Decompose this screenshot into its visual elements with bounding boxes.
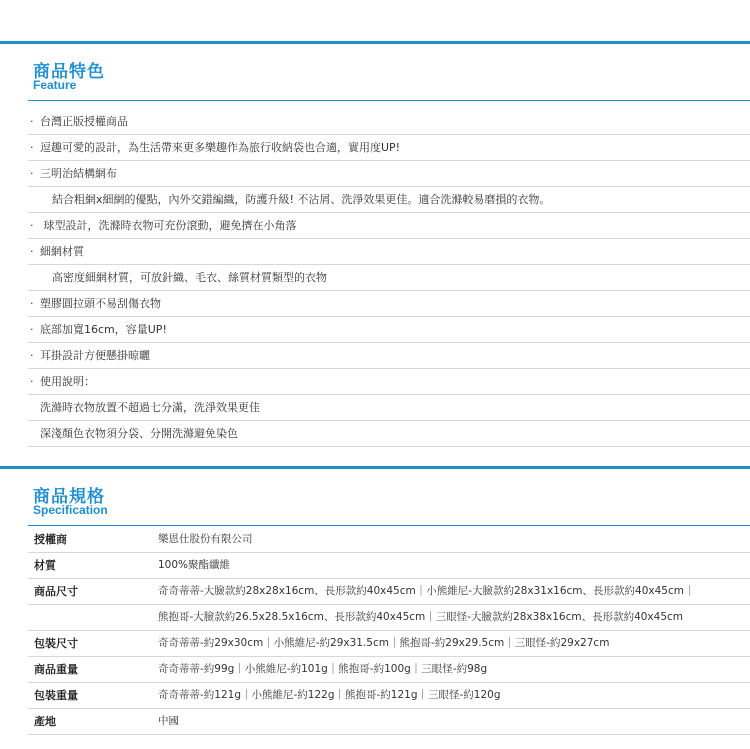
bullet: ·	[30, 323, 34, 336]
spec-row	[28, 657, 750, 683]
spec-row	[28, 605, 750, 631]
feature-item	[28, 343, 750, 369]
feature-section	[0, 41, 750, 440]
bullet: ·	[30, 219, 34, 232]
spec-value: 樂恩仕股份有限公司	[158, 533, 253, 545]
feature-text: 底部加寬16cm，容量UP!	[40, 323, 167, 336]
spec-header-rule	[28, 525, 750, 526]
feature-item	[28, 369, 750, 395]
feature-title: 商品特色	[33, 62, 105, 82]
bullet: ·	[30, 115, 34, 128]
spec-row	[28, 709, 750, 735]
feature-text: 高密度細網材質，可放針織、毛衣、絲質材質類型的衣物	[52, 271, 327, 284]
bullet: ·	[30, 297, 34, 310]
feature-text: 三明治結構網布	[40, 167, 117, 180]
feature-item	[28, 239, 750, 265]
feature-text: 使用說明：	[40, 375, 95, 388]
feature-item	[28, 135, 750, 161]
bullet: ·	[30, 375, 34, 388]
spec-subtitle: Specification	[33, 503, 108, 517]
bullet: ·	[30, 245, 34, 258]
spec-value: 熊抱哥-大臉款約26.5x28.5x16cm、長形款約40x45cm｜三眼怪-大臉款約28x38x16cm、長形款約40x45cm	[158, 611, 684, 623]
spec-row	[28, 579, 750, 605]
feature-text: 球型設計，洗滌時衣物可充份滾動，避免擠在小角落	[40, 219, 297, 232]
spec-section	[0, 466, 750, 728]
section-top-rule	[0, 466, 750, 469]
feature-text: 台灣正版授權商品	[40, 115, 128, 128]
feature-header-rule	[28, 100, 750, 101]
feature-item	[28, 395, 750, 421]
feature-text: 塑膠圓拉頭不易刮傷衣物	[40, 297, 161, 310]
section-top-rule	[0, 41, 750, 44]
spec-label: 產地	[34, 715, 56, 728]
spec-value: 奇奇蒂蒂-約121g｜小熊維尼-約122g｜熊抱哥-約121g｜三眼怪-約120g	[158, 689, 501, 701]
spec-label: 商品尺寸	[34, 585, 78, 598]
spec-title: 商品規格	[33, 487, 105, 507]
feature-text: 耳掛設計方便懸掛晾曬	[40, 349, 150, 362]
feature-text: 逗趣可愛的設計，為生活帶來更多樂趣作為旅行收納袋也合適，實用度UP!	[40, 141, 401, 154]
feature-item	[28, 161, 750, 187]
spec-value: 奇奇蒂蒂-約99g｜小熊維尼-約101g｜熊抱哥-約100g｜三眼怪-約98g	[158, 663, 488, 675]
feature-text: 細網材質	[40, 245, 84, 258]
feature-item	[28, 265, 750, 291]
spec-label: 商品重量	[34, 663, 78, 676]
spec-label: 包裝尺寸	[34, 637, 78, 650]
spec-label: 包裝重量	[34, 689, 78, 702]
feature-item	[28, 317, 750, 343]
spec-label: 材質	[34, 559, 56, 572]
feature-item	[28, 213, 750, 239]
bullet: ·	[30, 167, 34, 180]
spec-table	[28, 527, 750, 735]
spec-value: 奇奇蒂蒂-大臉款約28x28x16cm、長形款約40x45cm｜小熊維尼-大臉款約28x31x16cm、長形款約40x45cm｜	[158, 585, 695, 597]
spec-row	[28, 553, 750, 579]
feature-subtitle: Feature	[33, 78, 77, 92]
bullet: ·	[30, 141, 34, 154]
feature-item	[28, 109, 750, 135]
feature-text: 結合粗網x細網的優點，內外交錯編織，防護升級! 不沾屑、洗淨效果更佳。適合洗滌較易磨損的衣物。	[52, 193, 551, 206]
spec-value: 100%聚酯纖維	[158, 559, 231, 571]
feature-item	[28, 187, 750, 213]
spec-value: 中國	[158, 715, 179, 727]
bullet: ·	[30, 349, 34, 362]
spec-value: 奇奇蒂蒂-約29x30cm｜小熊維尼-約29x31.5cm｜熊抱哥-約29x29.5cm｜三眼怪-約29x27cm	[158, 637, 610, 649]
feature-item	[28, 421, 750, 447]
feature-item	[28, 291, 750, 317]
spec-row	[28, 683, 750, 709]
feature-text: 深淺顏色衣物須分袋、分開洗滌避免染色	[40, 427, 238, 440]
spec-row	[28, 527, 750, 553]
feature-list	[28, 109, 750, 447]
feature-text: 洗滌時衣物放置不超過七分滿，洗淨效果更佳	[40, 401, 260, 414]
spec-row	[28, 631, 750, 657]
spec-label: 授權商	[34, 533, 67, 546]
